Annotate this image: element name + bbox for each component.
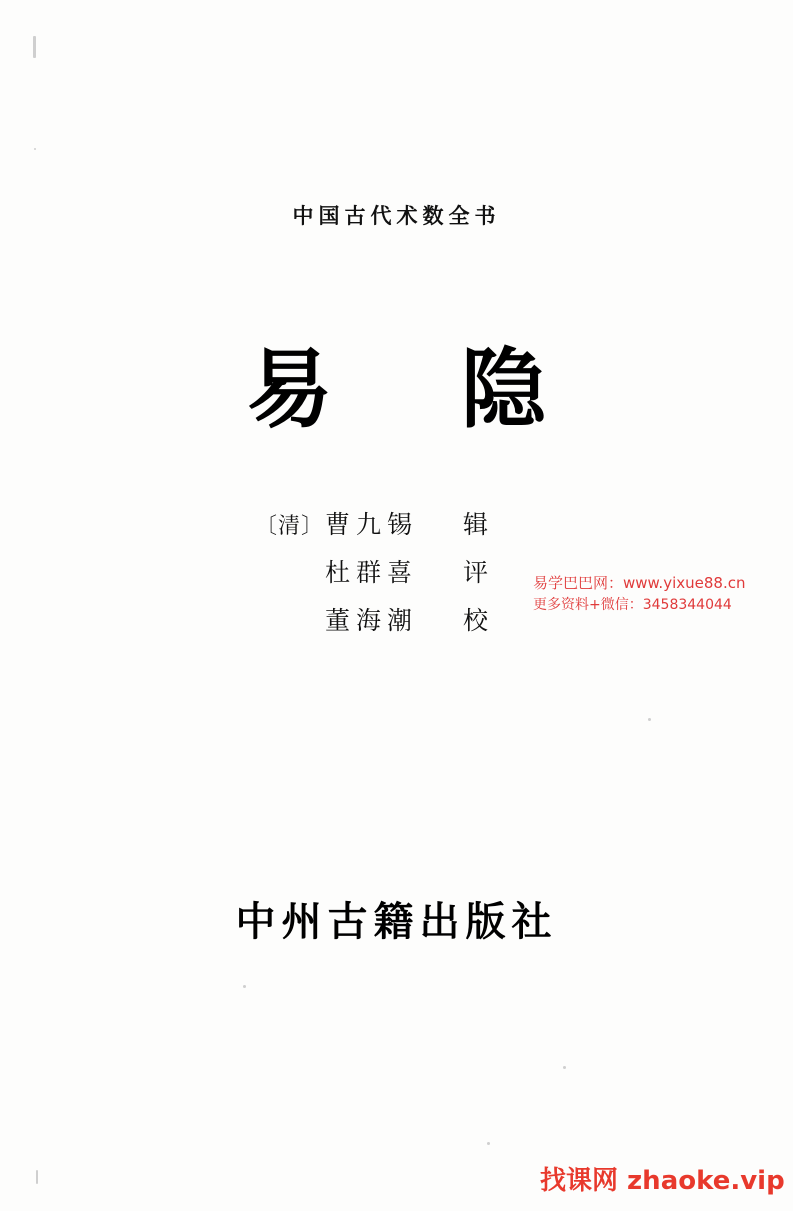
credit-role: 校	[463, 606, 489, 635]
watermark-site-contact: 更多资料+微信：3458344044	[533, 596, 732, 613]
credit-row	[255, 601, 523, 649]
credit-role: 辑	[463, 510, 489, 539]
book-title-char-2: 隐	[460, 340, 547, 440]
scan-speckle	[563, 1066, 566, 1069]
publisher-name: 中州古籍出版社	[235, 898, 558, 945]
scan-speckle	[648, 718, 651, 721]
credit-row	[255, 553, 523, 601]
credit-role: 评	[463, 558, 489, 587]
scan-speckle	[487, 1142, 490, 1145]
watermark-site-url: 易学巴巴网：www.yixue88.cn	[533, 574, 746, 592]
credit-name: 曹九锡	[325, 510, 419, 539]
series-title: 中国古代术数全书	[292, 203, 501, 228]
watermark-site-right	[533, 573, 783, 615]
scan-speckle	[34, 148, 36, 150]
book-title-char-1: 易	[246, 340, 333, 440]
scan-speckle	[243, 985, 246, 988]
credit-era: 〔清〕	[255, 514, 325, 539]
credit-name: 杜群喜	[325, 558, 419, 587]
page-title	[0, 320, 793, 444]
credits-block	[255, 505, 523, 649]
watermark-site-bottom: 找课网 zhaoke.vip	[540, 1166, 785, 1196]
credit-row	[255, 505, 523, 553]
credit-name: 董海潮	[325, 606, 419, 635]
scan-speckle	[36, 1170, 38, 1184]
scan-speckle	[33, 36, 36, 58]
